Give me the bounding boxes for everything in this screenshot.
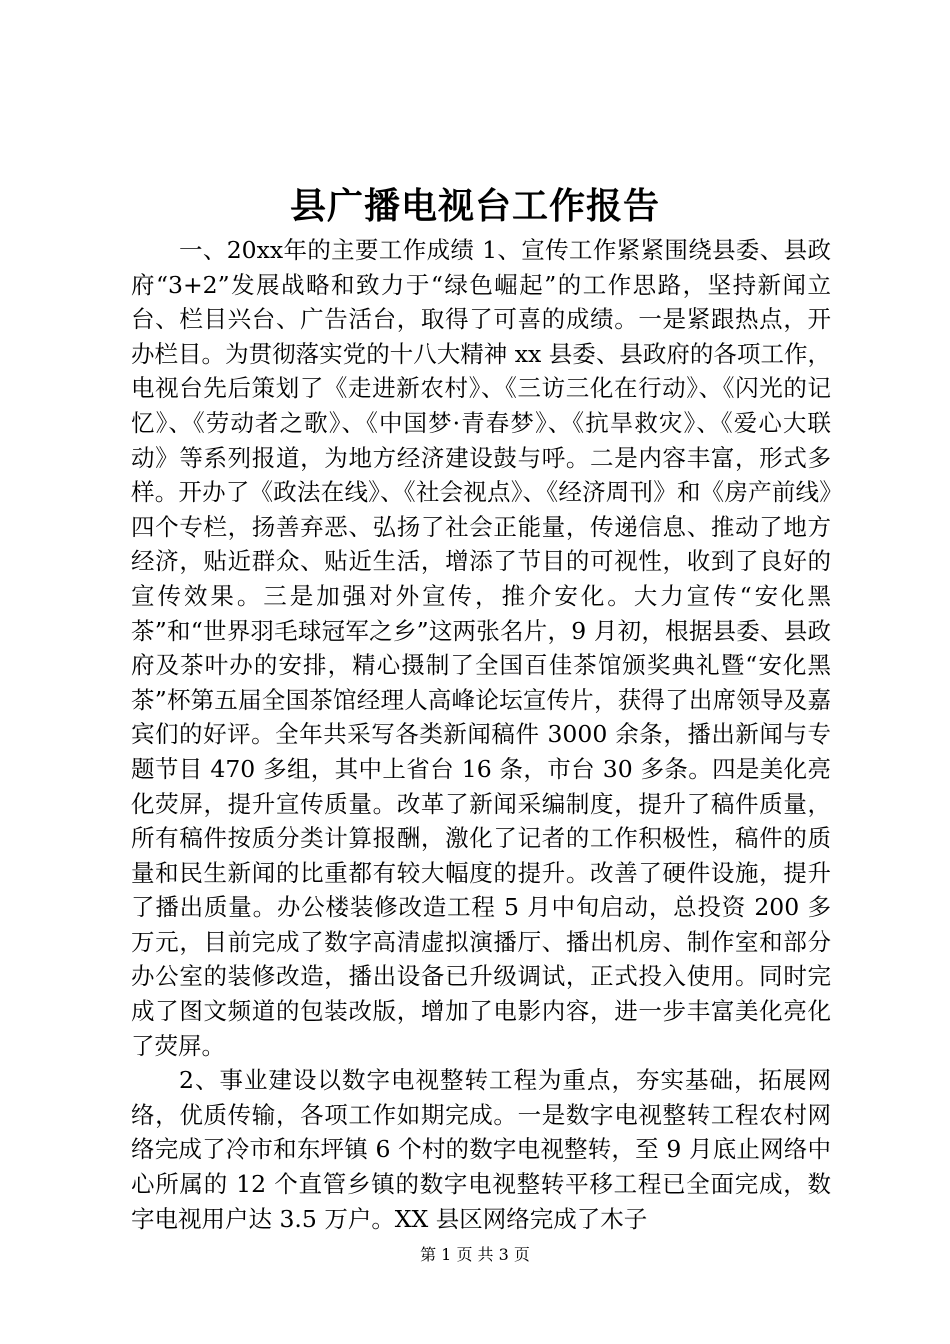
document-title: 县广播电视台工作报告: [289, 185, 660, 227]
document-body: [131, 233, 831, 1236]
page-footer: 第 1 页 共 3 页: [420, 1245, 530, 1264]
body-paragraph-2: 2、事业建设以数字电视整转工程为重点，夯实基础，拓展网络，优质传输，各项工作如期完成。一是数字电视整转工程农村网络完成了冷市和东坪镇 6 个村的数字电视整转，至 9 月底止网络中心所属的 12 个直管乡镇的数字电视整转平移工程已全面完成，数字电视用户达 3.5 万户。XX 县区网络完成了木子: [131, 1066, 831, 1233]
body-paragraph-1: 一、20xx年的主要工作成绩 1、宣传工作紧紧围绕县委、县政府“3+2”发展战略和致力于“绿色崛起”的工作思路，坚持新闻立台、栏目兴台、广告活台，取得了可喜的成绩。一是紧跟热点，开办栏目。为贯彻落实党的十八大精神 xx 县委、县政府的各项工作，电视台先后策划了《走进新农村》、《三访三化在行动》、《闪光的记忆》、《劳动者之歌》、《中国梦·青春梦》、《抗旱救灾》、《爱心大联动》等系列报道，为地方经济建设鼓与呼。二是内容丰富，形式多样。开办了《政法在线》、《社会视点》、《经济周刊》和《房产前线》四个专栏，扬善弃恶、弘扬了社会正能量，传递信息、推动了地方经济，贴近群众、贴近生活，增添了节目的可视性，收到了良好的宣传效果。三是加强对外宣传，推介安化。大力宣传“安化黑茶”和“世界羽毛球冠军之乡”这两张名片，9 月初，根据县委、县政府及茶叶办的安排，精心摄制了全国百佳茶馆颁奖典礼暨“安化黑茶”杯第五届全国茶馆经理人高峰论坛宣传片，获得了出席领导及嘉宾们的好评。全年共采写各类新闻稿件 3000 余条，播出新闻与专题节目 470 多组，其中上省台 16 条，市台 30 多条。四是美化亮化荧屏，提升宣传质量。改革了新闻采编制度，提升了稿件质量，所有稿件按质分类计算报酬，激化了记者的工作积极性，稿件的质量和民生新闻的比重都有较大幅度的提升。改善了硬件设施，提升了播出质量。办公楼装修改造工程 5 月中旬启动，总投资 200 多万元，目前完成了数字高清虚拟演播厅、播出机房、制作室和部分办公室的装修改造，播出设备已升级调试，正式投入使用。同时完成了图文频道的包装改版，增加了电影内容，进一步丰富美化亮化了荧屏。: [131, 236, 831, 1060]
